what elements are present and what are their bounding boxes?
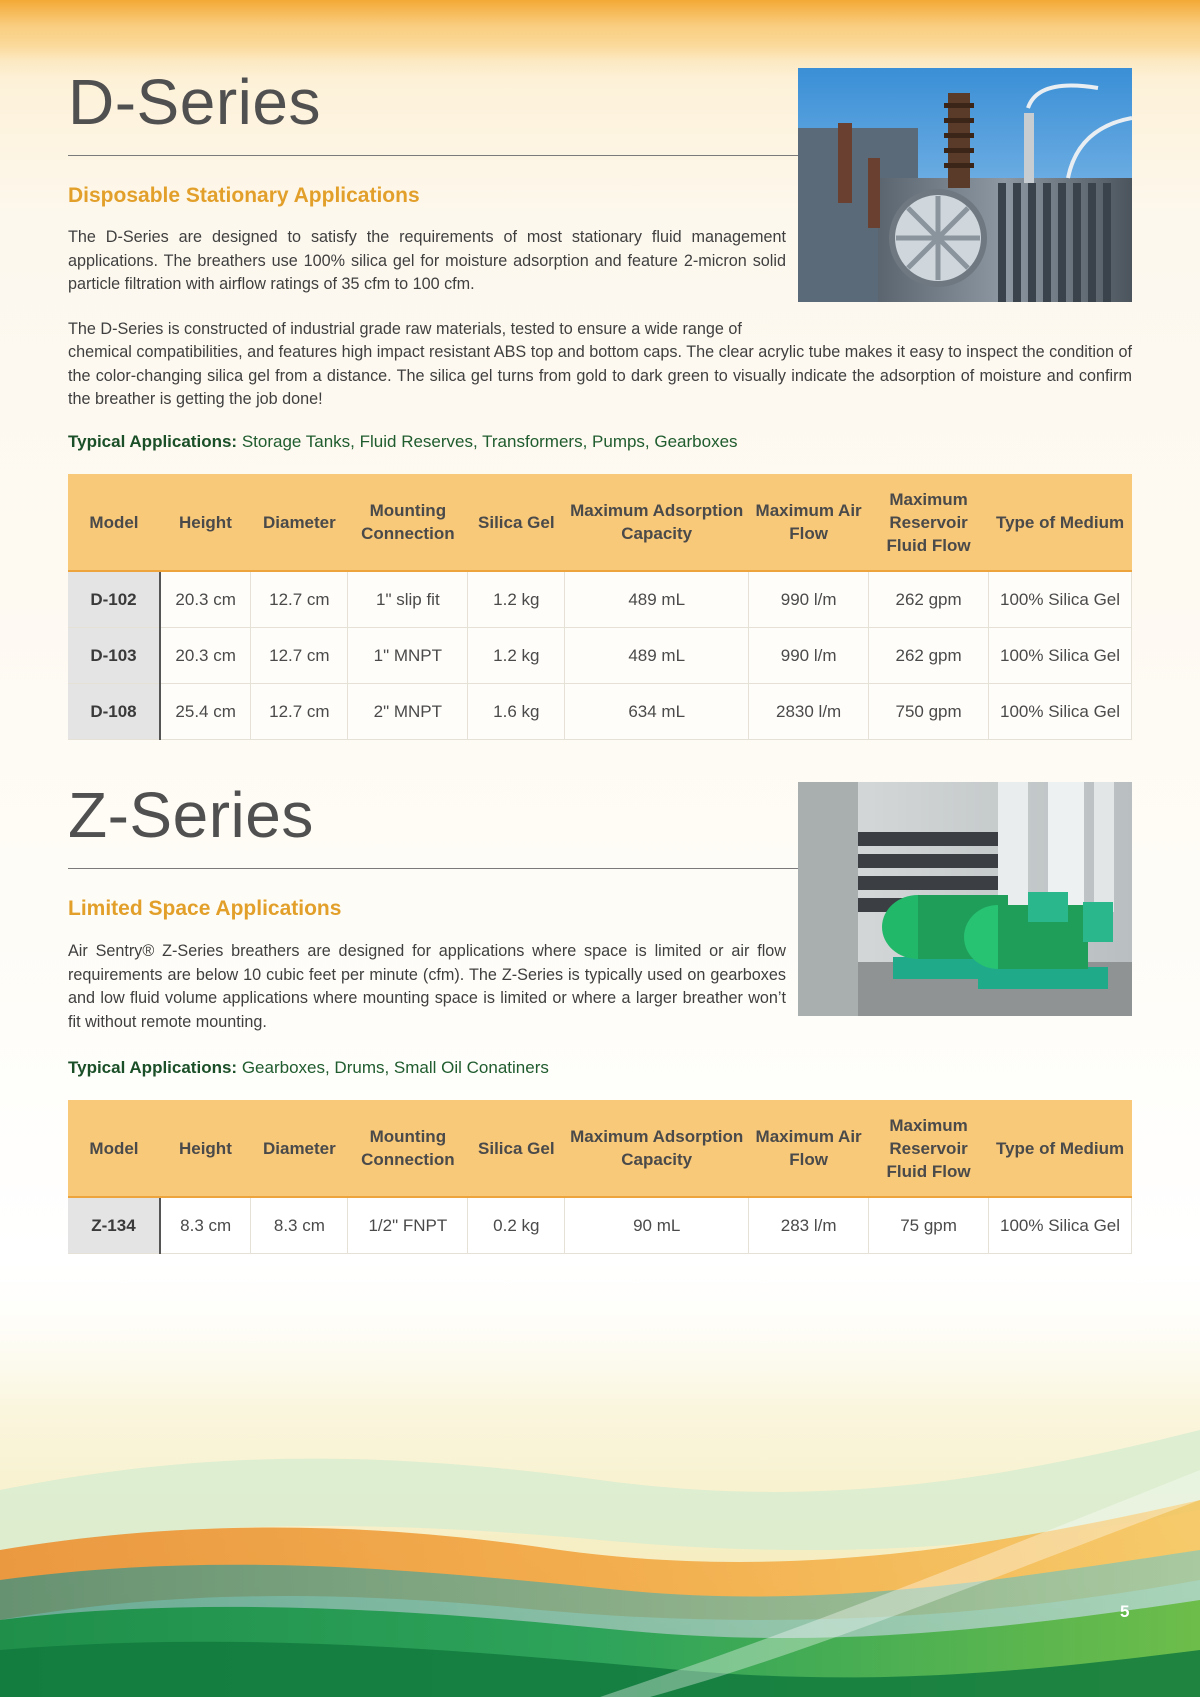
table-cell: 12.7 cm [251,628,348,684]
column-header: Model [68,474,160,571]
typical-applications-value: Gearboxes, Drums, Small Oil Conatiners [237,1058,549,1077]
table-cell: 990 l/m [749,628,869,684]
d-series-spec-table [68,474,1132,740]
model-cell: D-108 [68,684,160,740]
d-series-title: D-Series [68,66,321,138]
table-cell: 12.7 cm [251,684,348,740]
column-header: Diameter [251,1100,348,1197]
z-series-typical-applications [68,1058,549,1078]
table-row [68,571,1132,628]
column-header: Mounting Connection [348,1100,468,1197]
table-cell: 8.3 cm [160,1197,251,1254]
transformer-photo [798,68,1132,302]
z-series-subtitle: Limited Space Applications [68,897,342,920]
table-header-row [68,474,1132,571]
column-header: Type of Medium [989,474,1132,571]
table-cell: 12.7 cm [251,571,348,628]
z-series-title: Z-Series [68,779,314,851]
table-cell: 990 l/m [749,571,869,628]
table-cell: 1" slip fit [348,571,468,628]
page-number: 5 [1120,1602,1130,1621]
table-cell: 1" MNPT [348,628,468,684]
table-header-row [68,1100,1132,1197]
pumps-photo [798,782,1132,1016]
typical-applications-label: Typical Applications: [68,432,238,451]
wave-footer-graphic [0,1250,1200,1697]
model-cell: D-102 [68,571,160,628]
column-header: Height [160,474,251,571]
table-cell: 8.3 cm [251,1197,348,1254]
z-series-rule [68,868,798,869]
typical-applications-value: Storage Tanks, Fluid Reserves, Transformers, Pumps, Gearboxes [237,432,738,451]
column-header: Mounting Connection [348,474,468,571]
d-series-rule [68,155,798,156]
table-row [68,628,1132,684]
model-cell: Z-134 [68,1197,160,1254]
table-cell: 2830 l/m [749,684,869,740]
column-header: Maximum Adsorption Capacity [565,1100,749,1197]
d-series-subtitle: Disposable Stationary Applications [68,184,420,207]
z-series-paragraph: Air Sentry® Z-Series breathers are designed for applications where space is limited or air flow requirements are below 10 cubic feet per minute (cfm). The Z-Series is typically used on gearboxes and low fluid volume applications where mounting space is limited or where a larger breather won’t fit without remote mounting. [68,942,786,1031]
column-header: Maximum Air Flow [749,1100,869,1197]
column-header: Model [68,1100,160,1197]
d-series-typical-applications [68,432,738,452]
table-cell: 100% Silica Gel [989,684,1132,740]
column-header: Maximum Air Flow [749,474,869,571]
table-row [68,1197,1132,1254]
model-cell: D-103 [68,628,160,684]
table-cell: 20.3 cm [160,628,251,684]
column-header: Silica Gel [468,474,565,571]
column-header: Maximum Reservoir Fluid Flow [869,474,989,571]
table-cell: 262 gpm [869,571,989,628]
table-cell: 90 mL [565,1197,749,1254]
table-cell: 75 gpm [869,1197,989,1254]
table-cell: 489 mL [565,571,749,628]
table-cell: 25.4 cm [160,684,251,740]
table-cell: 1.6 kg [468,684,565,740]
z-series-spec-table [68,1100,1132,1254]
table-cell: 100% Silica Gel [989,628,1132,684]
column-header: Silica Gel [468,1100,565,1197]
table-cell: 1.2 kg [468,628,565,684]
table-cell: 262 gpm [869,628,989,684]
column-header: Maximum Adsorption Capacity [565,474,749,571]
table-cell: 283 l/m [749,1197,869,1254]
table-cell: 1.2 kg [468,571,565,628]
table-cell: 2" MNPT [348,684,468,740]
column-header: Type of Medium [989,1100,1132,1197]
table-cell: 1/2" FNPT [348,1197,468,1254]
table-cell: 750 gpm [869,684,989,740]
column-header: Maximum Reservoir Fluid Flow [869,1100,989,1197]
column-header: Diameter [251,474,348,571]
table-cell: 0.2 kg [468,1197,565,1254]
table-cell: 20.3 cm [160,571,251,628]
table-cell: 634 mL [565,684,749,740]
table-cell: 100% Silica Gel [989,1197,1132,1254]
d-series-paragraph-2-line-1: The D-Series is constructed of industrial grade raw materials, tested to ensure a wide range of [68,320,742,338]
table-cell: 489 mL [565,628,749,684]
top-gradient-band [0,0,1200,60]
d-series-paragraph-1: The D-Series are designed to satisfy the requirements of most stationary fluid management applications. The breathers use 100% silica gel for moisture adsorption and feature 2-micron solid particle filtration with airflow ratings of 35 cfm to 100 cfm. [68,228,786,293]
table-row [68,684,1132,740]
typical-applications-label: Typical Applications: [68,1058,238,1077]
d-series-paragraph-2: chemical compatibilities, and features high impact resistant ABS top and bottom caps. The clear acrylic tube makes it easy to inspect the condition of the color-changing silica gel from a distance. The silica gel turns from gold to dark green to visually indicate the adsorption of moisture and confirm the breather is getting the job done! [68,343,1132,408]
column-header: Height [160,1100,251,1197]
table-cell: 100% Silica Gel [989,571,1132,628]
